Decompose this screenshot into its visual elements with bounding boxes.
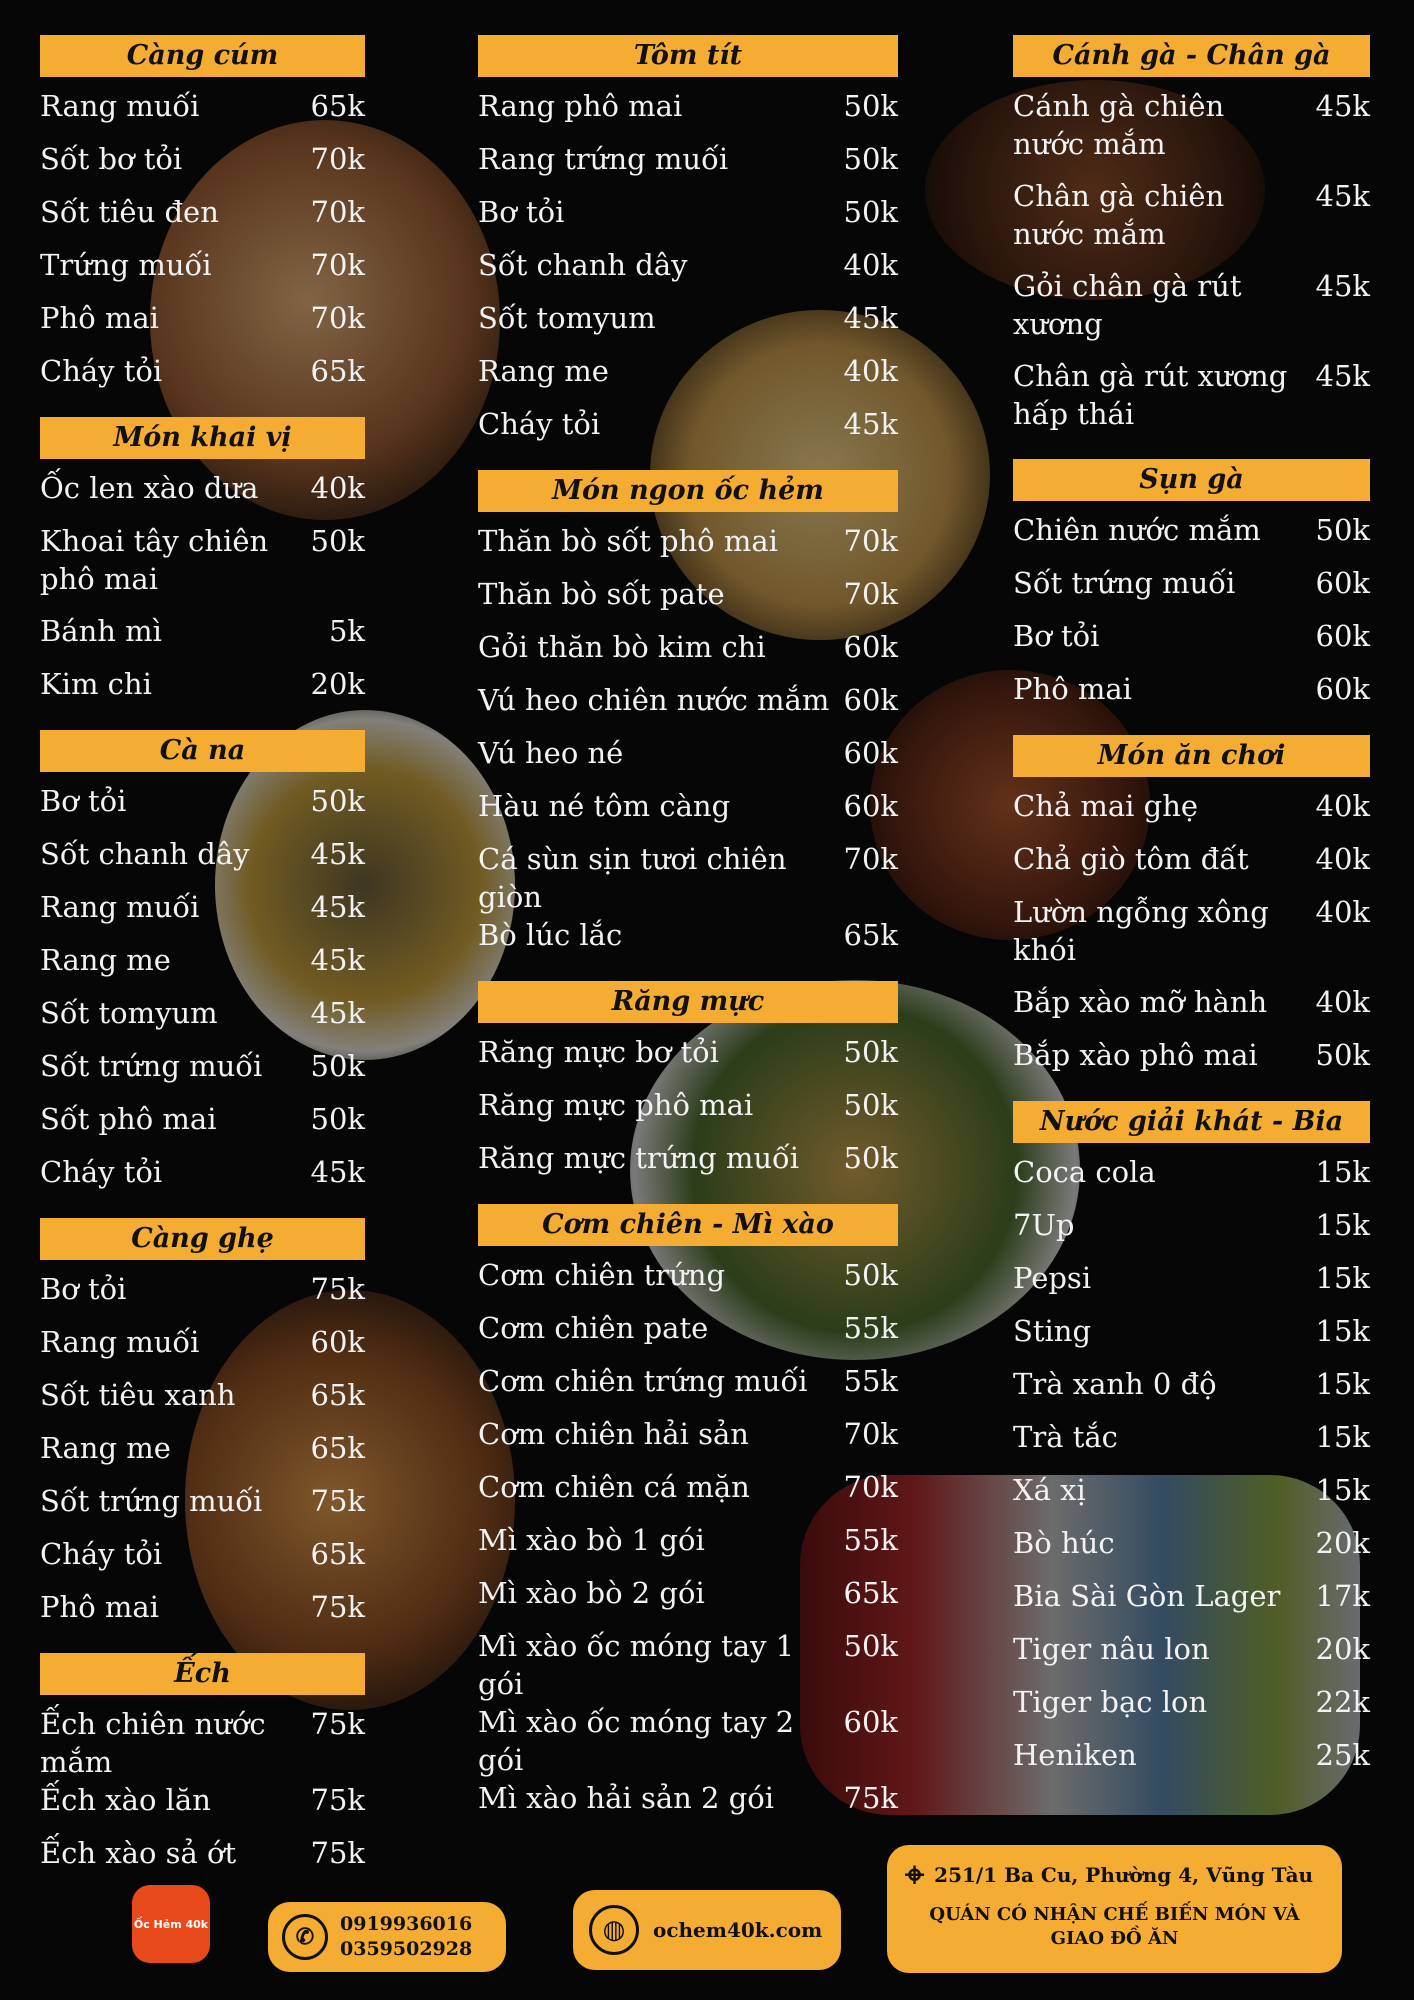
menu-item-price: 15k (1315, 1208, 1370, 1242)
menu-item-name: Kim chi (40, 667, 152, 701)
menu-item-price: 15k (1315, 1314, 1370, 1348)
menu-item-price: 65k (310, 1378, 365, 1412)
menu-item (478, 193, 898, 246)
section-header: Cơm chiên - Mì xào (478, 1204, 898, 1246)
menu-item (1013, 1206, 1370, 1259)
phone-icon: ✆ (282, 1914, 328, 1960)
menu-item-name: Rang muối (40, 890, 200, 924)
menu-item (1013, 893, 1370, 983)
menu-item-price: 50k (1315, 513, 1370, 547)
menu-item-name: Sốt trứng muối (40, 1484, 263, 1518)
section-header: Nước giải khát - Bia (1013, 1101, 1370, 1143)
menu-item-name: Sốt phô mai (40, 1102, 217, 1136)
menu-item-price: 50k (843, 1088, 898, 1122)
menu-item-price: 22k (1315, 1685, 1370, 1719)
menu-item-name: Phô mai (40, 301, 159, 335)
menu-item-price: 70k (843, 842, 898, 876)
menu-item-price: 75k (310, 1272, 365, 1306)
menu-item-name: Xá xị (1013, 1473, 1086, 1507)
menu-item-name: Ếch chiên nước mắm (40, 1707, 266, 1779)
section-header: Sụn gà (1013, 459, 1370, 501)
menu-item (478, 1086, 898, 1139)
menu-item (1013, 1312, 1370, 1365)
delivery-notice: QUÁN CÓ NHẬN CHẾ BIẾN MÓN VÀ GIAO ĐỒ ĂN (929, 1904, 1300, 1949)
menu-item (40, 888, 365, 941)
menu-item (478, 140, 898, 193)
menu-item (40, 1153, 365, 1206)
menu-item (478, 352, 898, 405)
menu-item-name: Cơm chiên trứng (478, 1258, 726, 1292)
menu-item (478, 87, 898, 140)
menu-item-name: Mì xào hải sản 2 gói (478, 1781, 775, 1815)
menu-item-name: Mì xào bò 1 gói (478, 1523, 705, 1557)
menu-item (478, 1362, 898, 1415)
menu-item-price: 40k (1315, 985, 1370, 1019)
menu-item-name: Chả mai ghẹ (1013, 789, 1199, 823)
menu-section (40, 417, 365, 718)
menu-item (40, 1705, 365, 1781)
menu-section (1013, 735, 1370, 1089)
phone-2[interactable]: 0359502928 (340, 1938, 473, 1960)
menu-item (1013, 177, 1370, 267)
menu-item-name: Thăn bò sốt phô mai (478, 524, 778, 558)
menu-item (40, 469, 365, 522)
menu-item-price: 70k (843, 1470, 898, 1504)
menu-item (40, 835, 365, 888)
menu-item-price: 70k (843, 524, 898, 558)
menu-item-price: 45k (310, 890, 365, 924)
menu-section (1013, 35, 1370, 447)
menu-section (478, 1204, 898, 1832)
menu-item-name: Trà xanh 0 độ (1013, 1367, 1217, 1401)
menu-item-price: 50k (843, 1141, 898, 1175)
menu-item-name: Cơm chiên trứng muối (478, 1364, 808, 1398)
menu-item (40, 1482, 365, 1535)
menu-item-price: 45k (843, 407, 898, 441)
menu-item (478, 1415, 898, 1468)
menu-item (40, 941, 365, 994)
menu-item (40, 1047, 365, 1100)
menu-item-name: Chân gà chiên nước mắm (1013, 179, 1225, 251)
menu-item (40, 1781, 365, 1834)
menu-item-name: Cháy tỏi (40, 354, 163, 388)
menu-item-price: 70k (843, 1417, 898, 1451)
section-header: Món ngon ốc hẻm (478, 470, 898, 512)
phone-1[interactable]: 0919936016 (340, 1913, 473, 1935)
menu-item-price: 40k (1315, 842, 1370, 876)
menu-item-price: 40k (843, 354, 898, 388)
menu-item-name: Ếch xào sả ớt (40, 1836, 237, 1870)
menu-item-price: 60k (1315, 672, 1370, 706)
menu-item-price: 50k (310, 1102, 365, 1136)
menu-item-name: Sốt tomyum (40, 996, 218, 1030)
menu-item (1013, 1471, 1370, 1524)
menu-item (478, 1033, 898, 1086)
menu-item-name: Chả giò tôm đất (1013, 842, 1249, 876)
menu-item-price: 75k (310, 1484, 365, 1518)
menu-item-price: 50k (843, 1035, 898, 1069)
menu-item (40, 665, 365, 718)
menu-item-price: 15k (1315, 1367, 1370, 1401)
menu-item-name: Phô mai (40, 1590, 159, 1624)
menu-item (478, 522, 898, 575)
menu-item-name: Bắp xào mỡ hành (1013, 985, 1268, 1019)
menu-item-name: Sốt trứng muối (1013, 566, 1236, 600)
menu-item-price: 45k (1315, 269, 1370, 303)
menu-section (1013, 459, 1370, 723)
menu-item-price: 15k (1315, 1261, 1370, 1295)
menu-section (40, 1218, 365, 1641)
menu-item (478, 1703, 898, 1779)
menu-item-name: Rang muối (40, 1325, 200, 1359)
menu-item-name: Mì xào ốc móng tay 2 gói (478, 1705, 795, 1777)
menu-item (40, 1588, 365, 1641)
menu-item-price: 45k (310, 1155, 365, 1189)
menu-item-price: 5k (328, 614, 365, 648)
menu-item-price: 55k (843, 1364, 898, 1398)
section-header: Cánh gà - Chân gà (1013, 35, 1370, 77)
menu-item-price: 45k (310, 996, 365, 1030)
menu-item-name: Chân gà rút xương hấp thái (1013, 359, 1288, 431)
menu-item-price: 45k (310, 943, 365, 977)
location-pin-icon: ⌖ (905, 1855, 925, 1895)
menu-item (1013, 1365, 1370, 1418)
menu-item-name: Rang phô mai (478, 89, 683, 123)
menu-section (478, 470, 898, 969)
menu-item (1013, 1259, 1370, 1312)
menu-item-price: 50k (310, 1049, 365, 1083)
menu-item (478, 1256, 898, 1309)
menu-item-price: 60k (843, 683, 898, 717)
phone-box[interactable] (268, 1902, 506, 1972)
website-link[interactable]: ochem40k.com (653, 1918, 823, 1942)
menu-item (1013, 564, 1370, 617)
menu-item-name: Trà tắc (1013, 1420, 1118, 1454)
menu-item-price: 50k (1315, 1038, 1370, 1072)
menu-item-price: 60k (843, 1705, 898, 1739)
menu-item-price: 65k (310, 354, 365, 388)
menu-item-name: Cơm chiên hải sản (478, 1417, 749, 1451)
menu-item-price: 55k (843, 1523, 898, 1557)
menu-column-3 (1013, 35, 1370, 1801)
menu-item-price: 45k (1315, 89, 1370, 123)
menu-item-price: 75k (310, 1707, 365, 1741)
menu-item-price: 15k (1315, 1473, 1370, 1507)
menu-item (1013, 1577, 1370, 1630)
menu-item-name: Rang muối (40, 89, 200, 123)
menu-item (40, 1535, 365, 1588)
menu-item-price: 60k (843, 630, 898, 664)
menu-item (1013, 1736, 1370, 1789)
menu-item-name: Sốt chanh dây (40, 837, 250, 871)
menu-item-name: Cháy tỏi (40, 1537, 163, 1571)
menu-item-name: Cánh gà chiên nước mắm (1013, 89, 1225, 161)
menu-section (40, 1653, 365, 1887)
menu-item-price: 15k (1315, 1420, 1370, 1454)
menu-item-price: 25k (1315, 1738, 1370, 1772)
menu-item-price: 60k (1315, 566, 1370, 600)
logo-text: Ốc Hẻm 40k (133, 1917, 209, 1931)
menu-item (478, 1521, 898, 1574)
menu-item-price: 65k (310, 1537, 365, 1571)
menu-item-price: 70k (310, 195, 365, 229)
menu-item-name: Cơm chiên pate (478, 1311, 709, 1345)
section-header: Món khai vị (40, 417, 365, 459)
menu-item-price: 50k (843, 89, 898, 123)
section-header: Răng mực (478, 981, 898, 1023)
menu-item-price: 50k (310, 524, 365, 558)
menu-item (1013, 87, 1370, 177)
menu-item-name: Sốt chanh dây (478, 248, 688, 282)
menu-item (1013, 983, 1370, 1036)
menu-item-price: 75k (310, 1836, 365, 1870)
menu-item-name: Mì xào bò 2 gói (478, 1576, 705, 1610)
menu-item (1013, 511, 1370, 564)
menu-item (478, 246, 898, 299)
menu-item (40, 1270, 365, 1323)
section-header: Món ăn chơi (1013, 735, 1370, 777)
menu-item-price: 60k (843, 789, 898, 823)
menu-item-name: Vú heo né (478, 736, 624, 770)
menu-item (1013, 1153, 1370, 1206)
menu-item (40, 612, 365, 665)
menu-item (478, 1779, 898, 1832)
menu-item (1013, 787, 1370, 840)
menu-item-name: Rang me (478, 354, 609, 388)
menu-item-price: 50k (843, 1629, 898, 1663)
menu-item-name: Pepsi (1013, 1261, 1092, 1295)
menu-item-name: Bơ tỏi (40, 784, 127, 818)
menu-item-name: Chiên nước mắm (1013, 513, 1261, 547)
menu-item-name: Rang me (40, 943, 171, 977)
menu-item-price: 65k (310, 1431, 365, 1465)
menu-item-name: Răng mực trứng muối (478, 1141, 800, 1175)
menu-item-price: 50k (843, 1258, 898, 1292)
menu-item (40, 352, 365, 405)
menu-item (40, 1100, 365, 1153)
menu-item-name: Răng mực phô mai (478, 1088, 754, 1122)
menu-item-price: 65k (843, 918, 898, 952)
menu-item-name: Bắp xào phô mai (1013, 1038, 1258, 1072)
section-header: Cà na (40, 730, 365, 772)
menu-item-name: Hàu né tôm càng (478, 789, 731, 823)
menu-item (1013, 1418, 1370, 1471)
menu-item (478, 1627, 898, 1703)
menu-item-price: 45k (843, 301, 898, 335)
menu-item (40, 246, 365, 299)
website-box[interactable] (573, 1890, 841, 1970)
logo (132, 1885, 210, 1963)
menu-item-price: 70k (843, 577, 898, 611)
menu-item-name: Rang trứng muối (478, 142, 729, 176)
menu-item-price: 55k (843, 1311, 898, 1345)
menu-column-1 (40, 35, 365, 1899)
menu-item-name: Gỏi chân gà rút xương (1013, 269, 1242, 341)
menu-item (40, 140, 365, 193)
menu-item-name: Bò húc (1013, 1526, 1115, 1560)
menu-item-name: Sốt tiêu đen (40, 195, 219, 229)
menu-item-price: 50k (843, 142, 898, 176)
menu-item-name: Heniken (1013, 1738, 1137, 1772)
menu-item (1013, 1524, 1370, 1577)
menu-item (1013, 1630, 1370, 1683)
section-header: Càng ghẹ (40, 1218, 365, 1260)
menu-section (1013, 1101, 1370, 1789)
menu-item-name: Khoai tây chiên phô mai (40, 524, 269, 596)
menu-item (478, 575, 898, 628)
menu-item-name: Răng mực bơ tỏi (478, 1035, 719, 1069)
menu-item-price: 17k (1315, 1579, 1370, 1613)
menu-item-price: 40k (310, 471, 365, 505)
menu-column-2 (478, 35, 898, 1844)
menu-item (40, 1376, 365, 1429)
menu-item-price: 50k (843, 195, 898, 229)
menu-item-name: Sốt tiêu xanh (40, 1378, 236, 1412)
menu-item-price: 75k (310, 1783, 365, 1817)
menu-item-name: Bò lúc lắc (478, 918, 623, 952)
menu-item-name: Cơm chiên cá mặn (478, 1470, 750, 1504)
section-header: Càng cúm (40, 35, 365, 77)
menu-section (478, 35, 898, 458)
globe-icon: ◍ (589, 1905, 639, 1955)
menu-item-name: Bơ tỏi (478, 195, 565, 229)
menu-item-price: 60k (1315, 619, 1370, 653)
menu-item (478, 681, 898, 734)
menu-section (478, 981, 898, 1192)
menu-section (40, 35, 365, 405)
menu-item (40, 994, 365, 1047)
menu-item (478, 1309, 898, 1362)
menu-item-price: 70k (310, 301, 365, 335)
menu-item-price: 45k (1315, 359, 1370, 393)
menu-item (40, 1429, 365, 1482)
menu-item-price: 70k (310, 248, 365, 282)
menu-item (478, 299, 898, 352)
menu-item (40, 782, 365, 835)
menu-item (40, 1323, 365, 1376)
menu-item (478, 916, 898, 969)
menu-item (478, 1468, 898, 1521)
menu-item-price: 20k (310, 667, 365, 701)
menu-item (40, 87, 365, 140)
menu-item-name: Trứng muối (40, 248, 212, 282)
menu-item (40, 522, 365, 612)
menu-item-name: Thăn bò sốt pate (478, 577, 725, 611)
menu-item (478, 1139, 898, 1192)
section-header: Tôm tít (478, 35, 898, 77)
menu-item-name: Lườn ngỗng xông khói (1013, 895, 1269, 967)
menu-item-name: Sốt bơ tỏi (40, 142, 183, 176)
menu-item (478, 405, 898, 458)
menu-item-name: Tiger bạc lon (1013, 1685, 1208, 1719)
menu-item-price: 65k (310, 89, 365, 123)
menu-item-name: Coca cola (1013, 1155, 1156, 1189)
menu-item (478, 734, 898, 787)
menu-item-name: Sốt tomyum (478, 301, 656, 335)
menu-item-price: 40k (843, 248, 898, 282)
menu-item-name: Gỏi thăn bò kim chi (478, 630, 766, 664)
menu-item-price: 65k (843, 1576, 898, 1610)
menu-item-price: 75k (310, 1590, 365, 1624)
menu-item-price: 20k (1315, 1526, 1370, 1560)
menu-section (40, 730, 365, 1206)
menu-item-name: Mì xào ốc móng tay 1 gói (478, 1629, 795, 1701)
menu-item-name: Bia Sài Gòn Lager (1013, 1579, 1281, 1613)
menu-item-name: Bánh mì (40, 614, 162, 648)
menu-item (478, 628, 898, 681)
menu-item (1013, 357, 1370, 447)
menu-item-price: 50k (310, 784, 365, 818)
address-box (887, 1845, 1342, 1973)
menu-item (40, 1834, 365, 1887)
menu-item (1013, 1683, 1370, 1736)
menu-item-name: Bơ tỏi (1013, 619, 1100, 653)
menu-item-name: Tiger nâu lon (1013, 1632, 1210, 1666)
menu-item (1013, 1036, 1370, 1089)
menu-item (1013, 840, 1370, 893)
menu-item-price: 75k (843, 1781, 898, 1815)
menu-item-price: 70k (310, 142, 365, 176)
menu-item-name: Phô mai (1013, 672, 1132, 706)
menu-item-name: Ếch xào lăn (40, 1783, 211, 1817)
menu-item-price: 60k (310, 1325, 365, 1359)
menu-item (40, 193, 365, 246)
menu-item-price: 45k (1315, 179, 1370, 213)
menu-item (1013, 617, 1370, 670)
menu-item-name: Rang me (40, 1431, 171, 1465)
menu-item (40, 299, 365, 352)
menu-item-price: 15k (1315, 1155, 1370, 1189)
menu-item (478, 1574, 898, 1627)
menu-item-name: Bơ tỏi (40, 1272, 127, 1306)
section-header: Ếch (40, 1653, 365, 1695)
menu-item (478, 787, 898, 840)
menu-item-price: 40k (1315, 895, 1370, 929)
menu-item-price: 60k (843, 736, 898, 770)
menu-item-name: Ốc len xào dưa (40, 471, 259, 505)
menu-item-name: Sting (1013, 1314, 1092, 1348)
menu-item (1013, 267, 1370, 357)
menu-item-name: Vú heo chiên nước mắm (478, 683, 830, 717)
menu-item-price: 20k (1315, 1632, 1370, 1666)
menu-item-name: Cháy tỏi (40, 1155, 163, 1189)
address-text: 251/1 Ba Cu, Phường 4, Vũng Tàu (934, 1863, 1314, 1887)
menu-item-name: Cá sùn sịn tươi chiên giòn (478, 842, 787, 914)
menu-item-name: Sốt trứng muối (40, 1049, 263, 1083)
menu-item (1013, 670, 1370, 723)
menu-item-name: 7Up (1013, 1208, 1075, 1242)
menu-item-name: Cháy tỏi (478, 407, 601, 441)
menu-item-price: 40k (1315, 789, 1370, 823)
menu-item-price: 45k (310, 837, 365, 871)
menu-item (478, 840, 898, 916)
